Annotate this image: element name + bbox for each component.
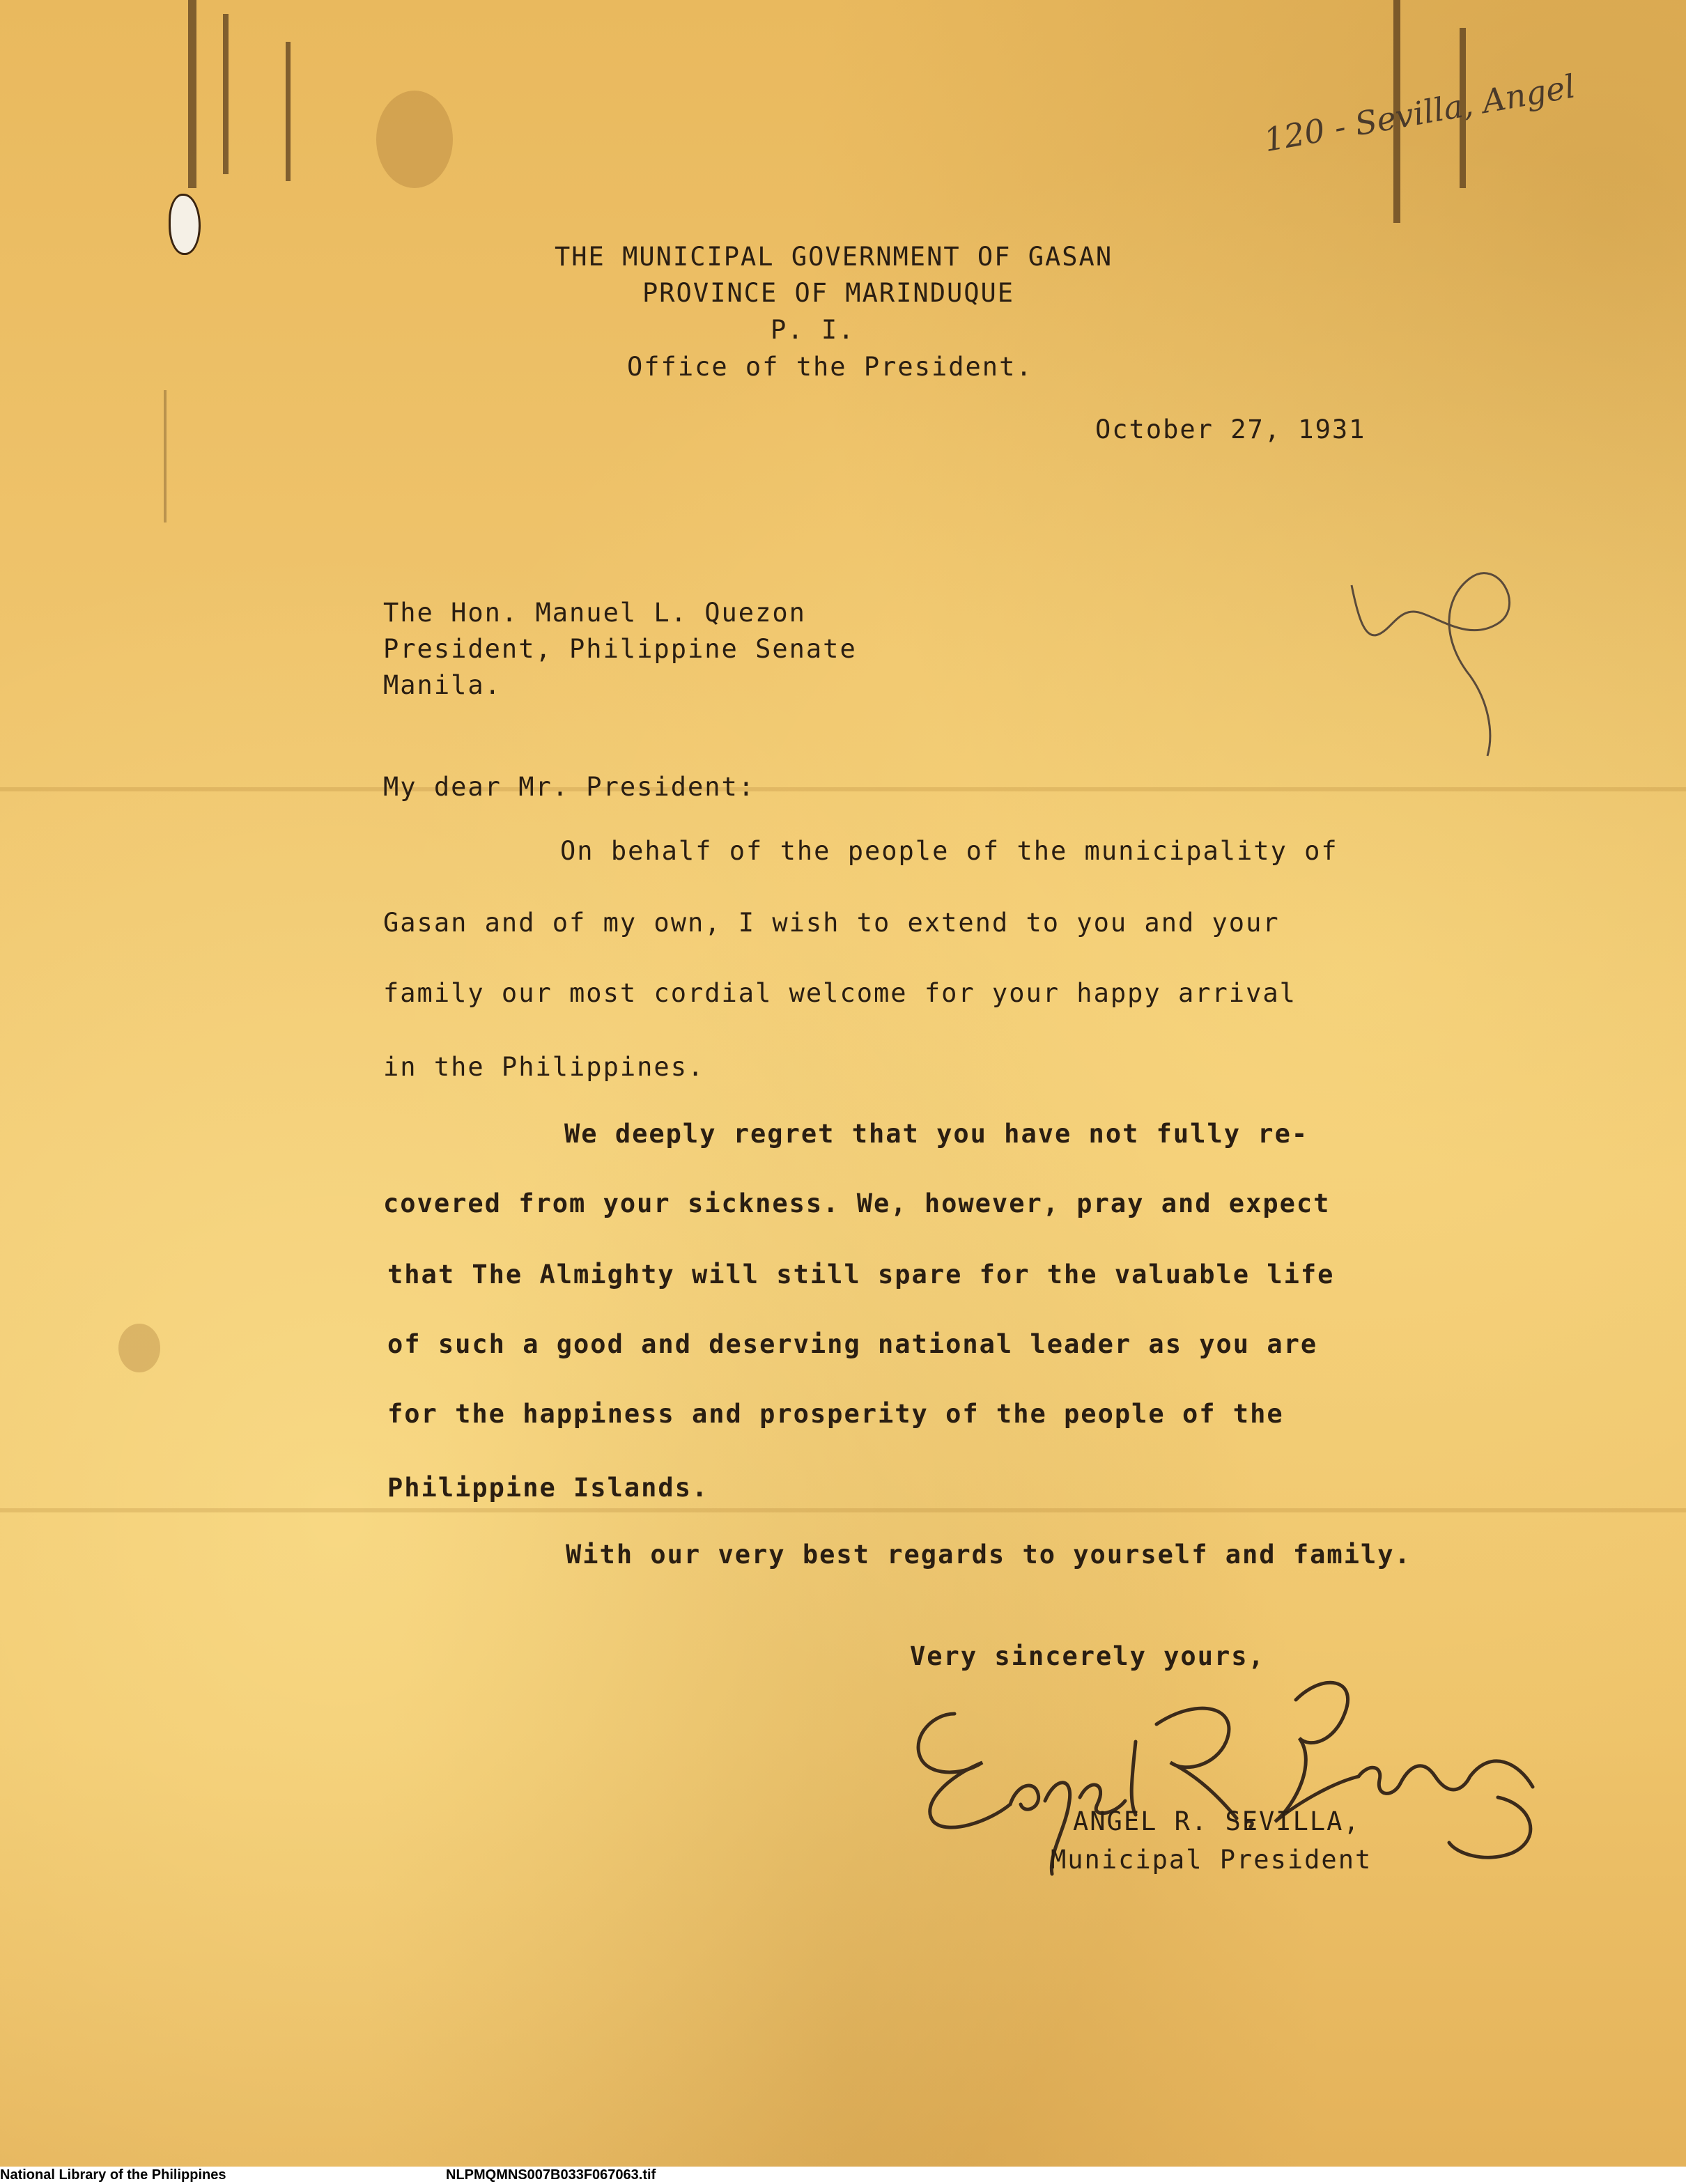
paragraph-1-line: in the Philippines. bbox=[383, 1052, 705, 1082]
check-mark bbox=[1338, 557, 1519, 759]
recipient-title: President, Philippine Senate bbox=[383, 634, 857, 664]
paragraph-1-line: On behalf of the people of the municipality of bbox=[560, 836, 1338, 866]
salutation: My dear Mr. President: bbox=[383, 772, 756, 802]
letter-date: October 27, 1931 bbox=[1095, 415, 1366, 444]
signatory-title: Municipal President bbox=[1051, 1845, 1372, 1875]
paper-fold bbox=[0, 1508, 1686, 1512]
paragraph-1-line: family our most cordial welcome for your happy arrival bbox=[383, 978, 1297, 1008]
letterhead-line-2: PROVINCE OF MARINDUQUE bbox=[642, 278, 1015, 308]
stain bbox=[376, 91, 453, 188]
recipient-city: Manila. bbox=[383, 670, 502, 700]
archive-footer bbox=[0, 2167, 1686, 2184]
pencil-mark bbox=[164, 390, 167, 522]
staple-mark bbox=[286, 42, 291, 181]
punch-hole bbox=[169, 194, 201, 255]
staple-mark bbox=[188, 0, 196, 188]
recipient-name: The Hon. Manuel L. Quezon bbox=[383, 598, 806, 628]
paragraph-2-line: for the happiness and prosperity of the people of the bbox=[387, 1399, 1284, 1429]
stain bbox=[118, 1324, 160, 1372]
paragraph-2-line: that The Almighty will still spare for the valuable life bbox=[387, 1260, 1335, 1290]
letterhead-line-3: P. I. bbox=[771, 315, 856, 345]
letterhead-line-4: Office of the President. bbox=[627, 352, 1033, 382]
paragraph-2-line: of such a good and deserving national leader as you are bbox=[387, 1329, 1318, 1359]
paragraph-3: With our very best regards to yourself and family. bbox=[566, 1540, 1412, 1570]
file-annotation: 120 - Sevilla, Angel bbox=[1261, 67, 1578, 160]
paragraph-2-line: covered from your sickness. We, however, pray and expect bbox=[383, 1188, 1331, 1218]
footer-filename: NLPMQMNS007B033F067063.tif bbox=[446, 2167, 656, 2183]
paragraph-2-line: Philippine Islands. bbox=[387, 1473, 709, 1503]
staple-mark bbox=[223, 14, 229, 174]
paper-fold bbox=[0, 787, 1686, 791]
paragraph-1-line: Gasan and of my own, I wish to extend to you and your bbox=[383, 908, 1280, 938]
footer-source: National Library of the Philippines bbox=[0, 2167, 226, 2183]
letterhead-line-1: THE MUNICIPAL GOVERNMENT OF GASAN bbox=[555, 242, 1113, 272]
paragraph-2-line: We deeply regret that you have not fully re- bbox=[564, 1119, 1309, 1149]
closing: Very sincerely yours, bbox=[910, 1641, 1265, 1671]
signatory-name: ANGEL R. SEVILLA, bbox=[1073, 1806, 1361, 1836]
